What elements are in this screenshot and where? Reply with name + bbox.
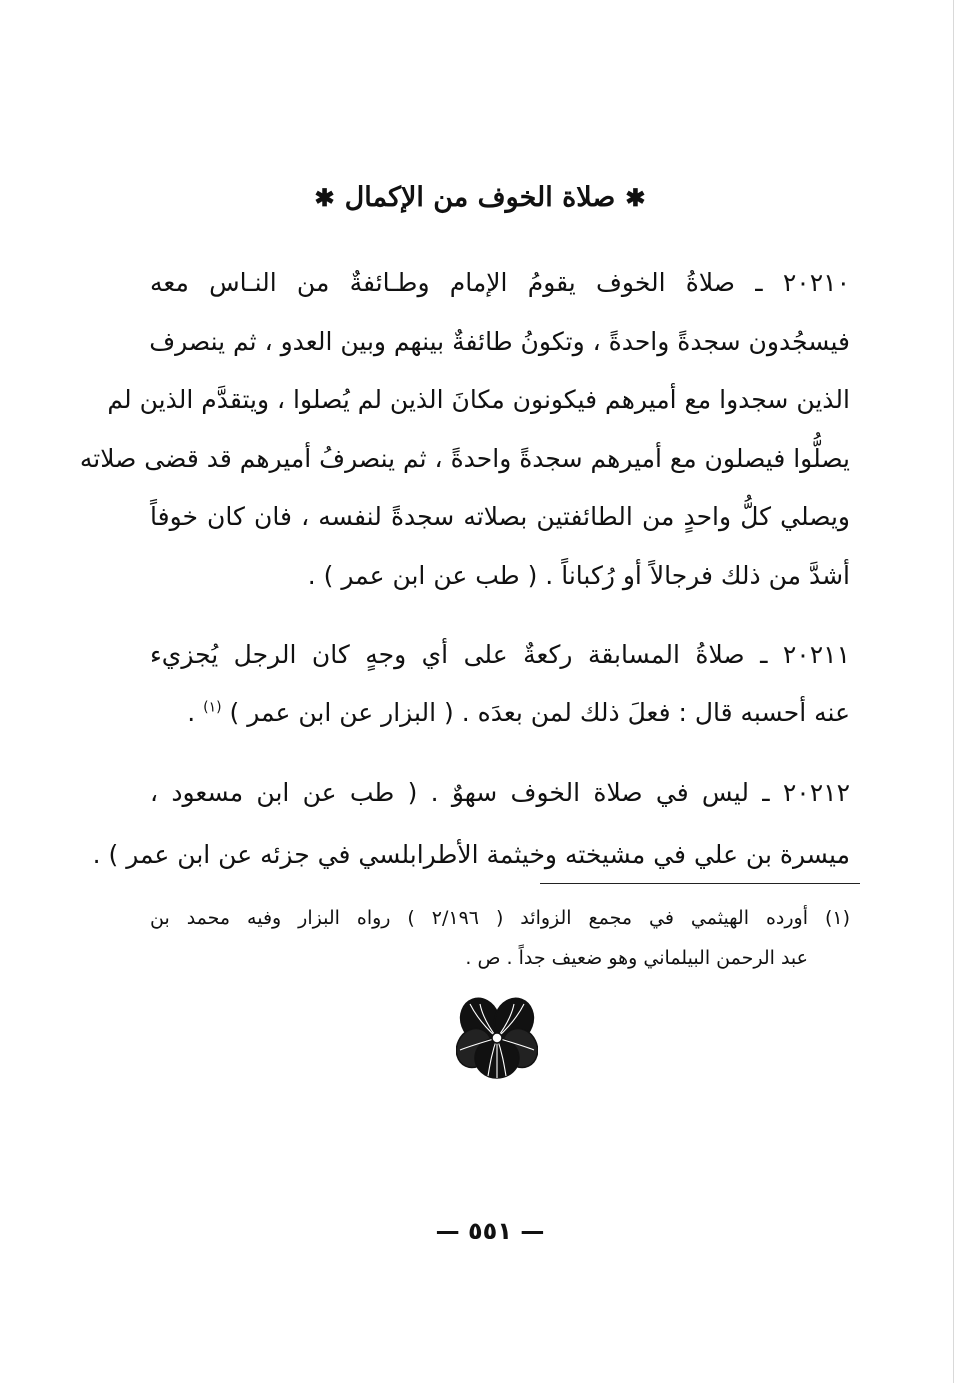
- hadith-line: الذين سجدوا مع أميرهم فيكونون مكانَ الذين لم يُصلوا ، ويتقدَّم الذين لم: [107, 385, 850, 414]
- hadith-line: ٢٠٢١٢ ـ ليس في صلاة الخوف سهوٌ . ( طب عن ابن مسعود ،: [150, 778, 850, 807]
- page-edge-line: [953, 0, 954, 1383]
- footnote-marker[interactable]: (١): [203, 699, 222, 716]
- hadith-line-end: .: [187, 698, 204, 727]
- hadith-20212: [92, 762, 850, 886]
- hadith-line: ٢٠٢١١ ـ صلاةُ المسابقة ركعةٌ على أي وجهٍ كان الرجل يُجزيء: [150, 640, 850, 669]
- footnote-line: (١) أورده الهيثمي في مجمع الزوائد ( ٢/١٩٦ ) رواه البزار وفيه محمد بن: [150, 907, 850, 929]
- hadith-line: فيسجُدون سجدةً واحدةً ، وتكونُ طائفةٌ بينهم وبين العدو ، ثم ينصرف: [149, 326, 850, 356]
- hadith-line-with-footnote: [150, 684, 850, 742]
- hadith-20210: [79, 254, 850, 605]
- page-number: — ٥٥١ —: [435, 1217, 545, 1245]
- hadith-line: أشدَّ من ذلك فرجالاً أو رُكباناً . ( طب عن ابن عمر ) .: [307, 560, 850, 590]
- footnote-separator: [540, 883, 860, 884]
- heading-text: صلاة الخوف من الإكمال: [344, 182, 616, 213]
- chapter-heading: [140, 178, 820, 218]
- hadith-line: يصلُّوا فيصلون مع أميرهم سجدةً واحدةً ، ثم ينصرفُ أميرهم قد قضى صلاته: [79, 443, 850, 473]
- footnote: [150, 898, 850, 978]
- flower-ornament-icon: [456, 992, 538, 1082]
- hadith-line-text: عنه أحسبه قال : فعلَ ذلك لمن بعدَه . ( البزار عن ابن عمر ): [229, 698, 850, 727]
- heading-ornament-right: ✱: [625, 183, 646, 212]
- hadith-line: ويصلي كلُّ واحدٍ من الطائفتين بصلاته سجدةً لنفسه ، فان كان خوفاً: [150, 502, 850, 531]
- heading-ornament-left: ✱: [314, 183, 335, 212]
- hadith-line: ٢٠٢١٠ ـ صلاةُ الخوف يقومُ الإمام وطـائفةٌ من النـاس معه: [150, 268, 850, 297]
- hadith-20211: [150, 626, 850, 742]
- footnote-line: عبد الرحمن البيلماني وهو ضعيف جداً . ص .: [465, 947, 808, 969]
- hadith-line: ميسرة بن علي في مشيخته وخيثمة الأطرابلسي في جزئه عن ابن عمر ) .: [92, 840, 850, 869]
